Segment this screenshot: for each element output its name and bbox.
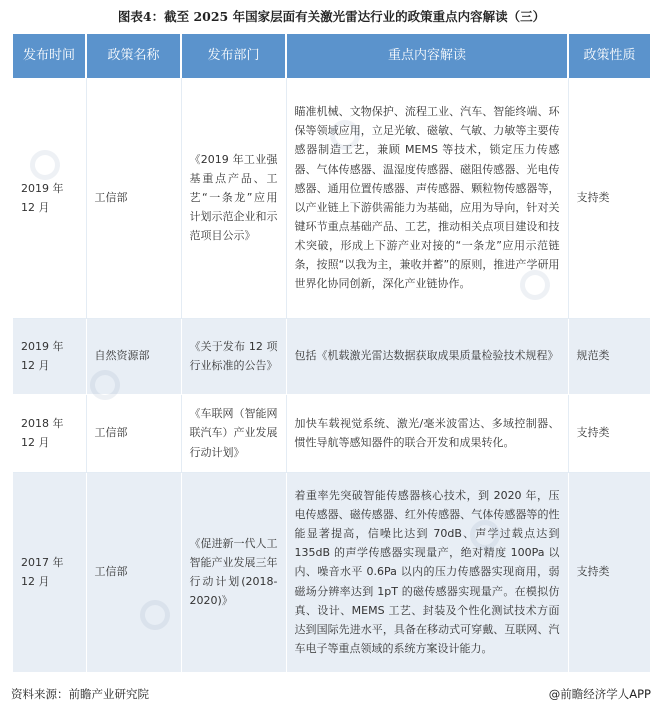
cell-nature: 规范类 [568, 318, 650, 394]
table-row [13, 394, 650, 472]
header-department: 发布部门 [181, 34, 286, 78]
cell-policy-name: 《2019 年工业强基重点产品、工艺“一条龙”应用计划示范企业和示范项目公示》 [181, 78, 286, 318]
cell-department: 工信部 [86, 78, 181, 318]
cell-content: 着重率先突破智能传感器核心技术，到 2020 年，压电传感器、磁传感器、红外传感器、气体传感器等的性能显著提高，信噪比达到 70dB、声学过载点达到 135dB 的声学传感器实现量产，绝对精度 100Pa 以内、噪音水平 0.6Pa 以内的压力传感器实现商用，弱磁场分辨率达到 1pT 的磁传感器实现量产。在模拟仿真、设计、MEMS 工艺、封装及个性化测试技术方面达到国际先进水平，具备在移动式可穿戴、互联网、汽车电子等重点领域的系统方案设计能力。 [286, 472, 568, 672]
header-policy-name: 政策名称 [86, 34, 181, 78]
table-row [13, 472, 650, 672]
table-row [13, 78, 650, 318]
cell-department: 自然资源部 [86, 318, 181, 394]
cell-policy-name: 《车联网（智能网联汽车）产业发展行动计划》 [181, 394, 286, 472]
policy-table [13, 34, 650, 673]
cell-policy-name: 《关于发布 12 项行业标准的公告》 [181, 318, 286, 394]
cell-department: 工信部 [86, 394, 181, 472]
cell-policy-name: 《促进新一代人工智能产业发展三年行动计划(2018-2020)》 [181, 472, 286, 672]
cell-content: 加快车载视觉系统、激光/毫米波雷达、多域控制器、惯性导航等感知器件的联合开发和成果转化。 [286, 394, 568, 472]
chart-title: 图表4：截至 2025 年国家层面有关激光雷达行业的政策重点内容解读（三） [117, 9, 546, 24]
header-time: 发布时间 [13, 34, 86, 78]
cell-department: 工信部 [86, 472, 181, 672]
source-note: 资料来源：前瞻产业研究院 [11, 687, 149, 701]
cell-time: 2018 年 12 月 [13, 394, 86, 472]
cell-nature: 支持类 [568, 78, 650, 318]
table-header-row [13, 34, 650, 78]
cell-time: 2019 年 12 月 [13, 78, 86, 318]
cell-content: 瞄准机械、文物保护、流程工业、汽车、智能终端、环保等领域应用，立足光敏、磁敏、气敏、力敏等主要传感器制造工艺，兼顾 MEMS 等技术，锁定压力传感器、气体传感器、温湿度传感器、磁阻传感器、光电传感器、通用位置传感器、声传感器、颗粒物传感器等，以产业链上下游供需能力为基础，应用为导向，针对关键环节重点基础产品、工艺，推动相关点项目建设和技术突破，形成上下游产业对接的“一条龙”应用示范链条，按照“以我为主，兼收并蓄”的原则，推进产学研用世界化协同创新，深化产业链协作。 [286, 78, 568, 318]
header-nature: 政策性质 [568, 34, 650, 78]
cell-nature: 支持类 [568, 472, 650, 672]
cell-nature: 支持类 [568, 394, 650, 472]
cell-content: 包括《机载激光雷达数据获取成果质量检验技术规程》 [286, 318, 568, 394]
header-content: 重点内容解读 [286, 34, 568, 78]
table-row [13, 318, 650, 394]
cell-time: 2019 年 12 月 [13, 318, 86, 394]
brand-note: @前瞻经济学人APP [548, 687, 651, 701]
cell-time: 2017 年 12 月 [13, 472, 86, 672]
